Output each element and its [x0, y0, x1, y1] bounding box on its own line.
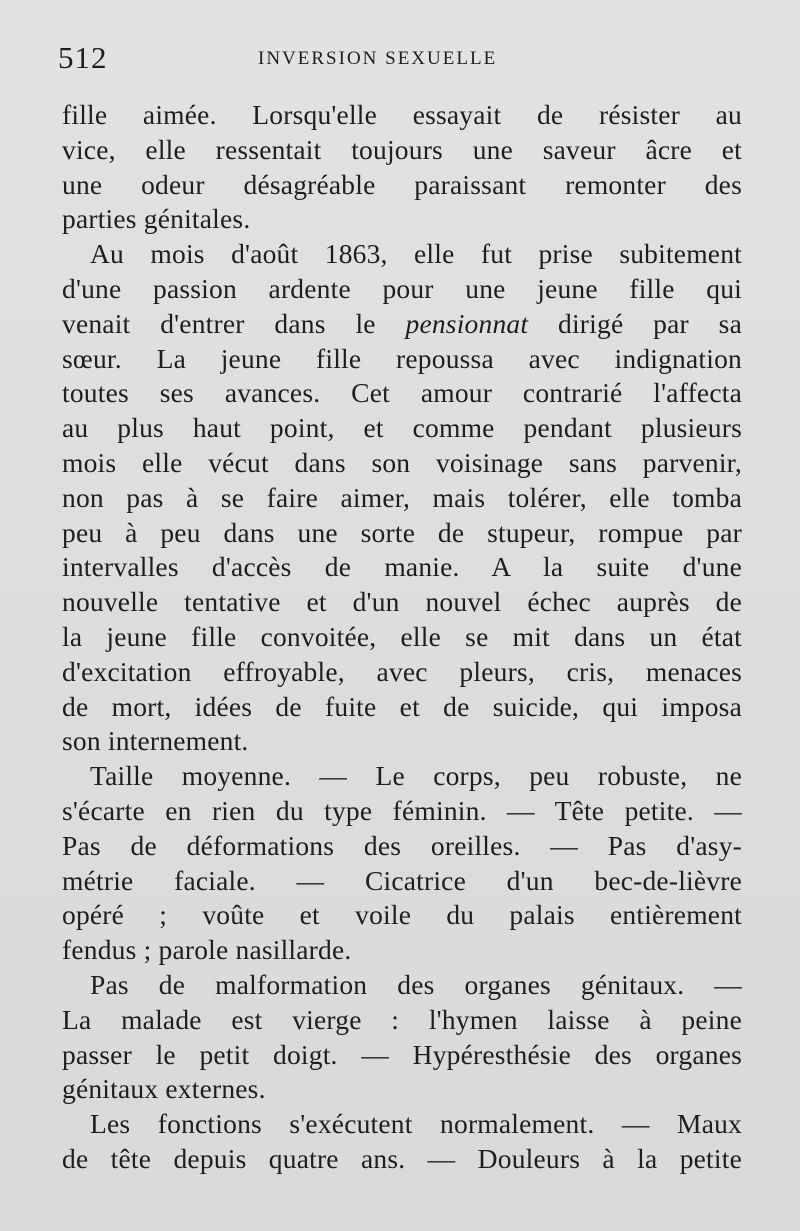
text-line: d'une passion ardente pour une jeune fille qui — [62, 272, 742, 304]
text-line: la jeune fille convoitée, elle se mit dans un état — [62, 620, 742, 652]
text-line: génitaux externes. — [62, 1073, 266, 1105]
text-line: Taille moyenne. — Le corps, peu robuste, ne — [90, 760, 742, 792]
text-line: nouvelle tentative et d'un nouvel échec auprès de — [62, 586, 742, 618]
text-line: fille aimée. Lorsqu'elle essayait de résister au — [62, 99, 742, 130]
page-number: 512 — [58, 40, 108, 75]
text-line: venait d'entrer dans le pensionnat dirigé par sa — [62, 307, 742, 339]
body-text — [62, 98, 742, 1177]
text-line: parties génitales. — [62, 203, 251, 235]
text-line: Pas de malformation des organes génitaux. — — [90, 968, 742, 1000]
text-line: non pas à se faire aimer, mais tolérer, elle tomba — [62, 481, 742, 513]
paragraph — [62, 98, 742, 237]
text-line: intervalles d'accès de manie. A la suite d'une — [62, 551, 742, 583]
text-line: passer le petit doigt. — Hypéresthésie des organes — [62, 1038, 742, 1070]
text-line: une odeur désagréable paraissant remonter des — [62, 168, 742, 200]
text-line: d'excitation effroyable, avec pleurs, cris, menaces — [62, 655, 742, 687]
text-line: vice, elle ressentait toujours une saveur âcre et — [62, 133, 742, 165]
text-line: Les fonctions s'exécutent normalement. — Maux — [90, 1108, 742, 1140]
text-line: Pas de déformations des oreilles. — Pas d'asy- — [62, 829, 742, 861]
text-line: de mort, idées de fuite et de suicide, qui imposa — [62, 690, 742, 722]
page-header — [58, 40, 758, 80]
paragraph — [62, 1107, 742, 1177]
text-line: s'écarte en rien du type féminin. — Tête petite. — — [62, 794, 742, 826]
text-line: au plus haut point, et comme pendant plusieurs — [62, 412, 742, 444]
text-line: métrie faciale. — Cicatrice d'un bec-de-lièvre — [62, 864, 742, 896]
text-line: peu à peu dans une sorte de stupeur, rompue par — [62, 516, 742, 548]
text-line: opéré ; voûte et voile du palais entièrement — [62, 899, 742, 931]
text-line: sœur. La jeune fille repoussa avec indignation — [62, 342, 742, 374]
text-line: mois elle vécut dans son voisinage sans parvenir, — [62, 446, 742, 478]
text-line: son internement. — [62, 725, 249, 757]
text-line: La malade est vierge : l'hymen laisse à peine — [62, 1003, 742, 1035]
paragraph — [62, 759, 742, 968]
text-line: fendus ; parole nasillarde. — [62, 934, 352, 966]
running-head: INVERSION SEXUELLE — [258, 48, 498, 69]
text-line: toutes ses avances. Cet amour contrarié l'affecta — [62, 377, 742, 409]
paragraph — [62, 968, 742, 1107]
paragraph — [62, 237, 742, 759]
italic-word: pensionnat — [405, 307, 529, 339]
text-line: Au mois d'août 1863, elle fut prise subitement — [90, 238, 742, 270]
text-line: de tête depuis quatre ans. — Douleurs à la petite — [62, 1142, 742, 1174]
